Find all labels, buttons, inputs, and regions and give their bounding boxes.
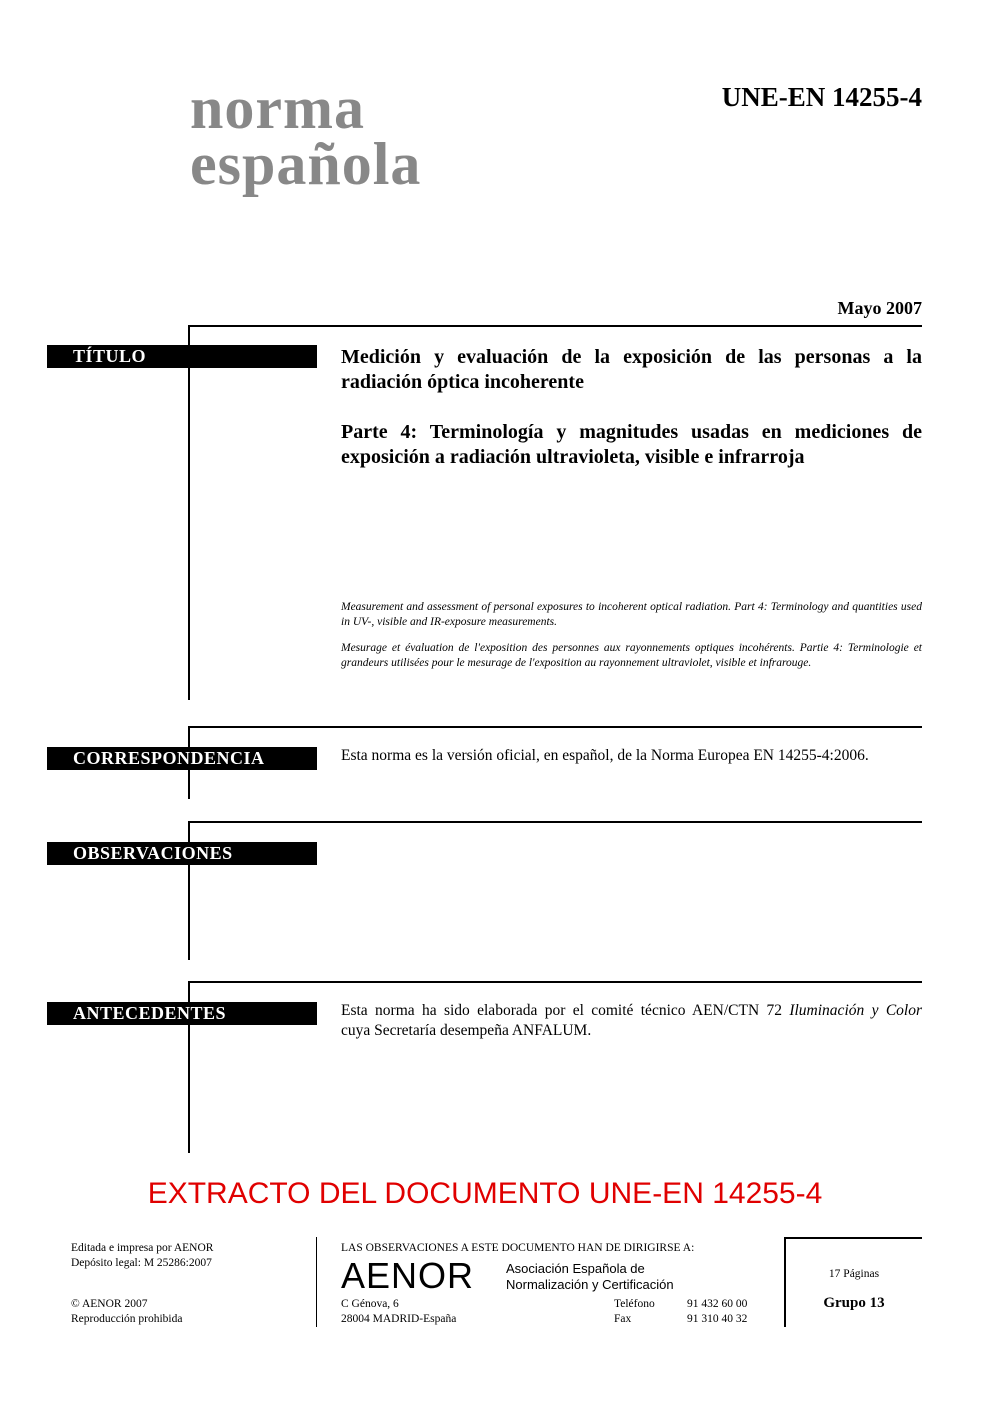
antecedentes-line-1 — [341, 1001, 922, 1021]
brand-title — [190, 75, 422, 197]
footer-pages: 17 Páginas — [828, 1268, 880, 1280]
footer-grupo: Grupo 13 — [823, 1295, 885, 1311]
french-title: Mesurage et évaluation de l'exposition des personnes aux rayonnements optiques incohérents. Partie 4: Terminologie et grandeurs utilisées pour le mesurage de l'exposition au rayonnement ultraviolet, visible et infrarouge. — [341, 642, 922, 669]
aenor-org-name-2: Normalización y Certificación — [506, 1277, 674, 1292]
antecedentes-text-end: cuya Secretaría desempeña ANFALUM. — [341, 1022, 592, 1039]
footer-divider-left — [316, 1237, 317, 1327]
footer-telefono-label: Teléfono — [614, 1298, 655, 1310]
footer-telefono-value: 91 432 60 00 — [687, 1298, 748, 1310]
observaciones-top-rule — [188, 821, 922, 823]
footer-box-top-rule — [784, 1237, 922, 1239]
observaciones-label: OBSERVACIONES — [47, 842, 317, 865]
footer-phone-labels — [614, 1297, 655, 1327]
antecedentes-text-start: Esta norma ha sido elaborada por el comité técnico AEN/CTN 72 — [341, 1002, 790, 1019]
footer-box-side-rule — [784, 1237, 786, 1327]
footer-fax-value: 91 310 40 32 — [687, 1313, 748, 1325]
footer-edited: Editada e impresa por AENOR — [71, 1242, 214, 1254]
aenor-org-name-1: Asociación Española de — [506, 1261, 645, 1276]
footer-deposito: Depósito legal: M 25286:2007 — [71, 1257, 212, 1269]
antecedentes-text — [341, 1001, 922, 1041]
correspondencia-label: CORRESPONDENCIA — [47, 747, 317, 770]
standard-code: UNE-EN 14255-4 — [721, 82, 922, 112]
footer-phone-values — [687, 1297, 747, 1327]
footer-address — [341, 1297, 456, 1327]
aenor-org-name — [506, 1261, 674, 1293]
correspondencia-text: Esta norma es la versión oficial, en español, de la Norma Europea EN 14255-4:2006. — [341, 747, 869, 764]
brand-line-1: norma — [190, 75, 365, 141]
extract-notice: EXTRACTO DEL DOCUMENTO UNE-EN 14255-4 — [147, 1177, 823, 1210]
antecedentes-committee-name: Iluminación y Color — [789, 1002, 922, 1019]
footer-reproduccion: Reproducción prohibida — [71, 1313, 183, 1325]
brand-line-2: española — [190, 131, 422, 197]
footer-copyright: © AENOR 2007 — [71, 1298, 148, 1310]
antecedentes-top-rule — [188, 981, 922, 983]
footer-contact-heading: LAS OBSERVACIONES A ESTE DOCUMENTO HAN DE DIRIGIRSE A: — [341, 1242, 695, 1254]
publication-date: Mayo 2007 — [837, 298, 922, 318]
footer-rights — [71, 1297, 182, 1327]
spanish-title — [341, 345, 922, 495]
translated-titles — [341, 600, 922, 682]
antecedentes-label: ANTECEDENTES — [47, 1002, 317, 1025]
aenor-logo: AENOR — [341, 1255, 475, 1296]
correspondencia-top-rule — [188, 726, 922, 728]
footer-publisher — [71, 1241, 213, 1271]
titulo-label: TÍTULO — [47, 345, 317, 368]
footer-fax-label: Fax — [614, 1313, 632, 1325]
spanish-title-part: Parte 4: Terminología y magnitudes usadas en mediciones de exposición a radiación ultravioleta, visible e infrarroja — [341, 421, 922, 468]
footer-address-2: 28004 MADRID-España — [341, 1313, 457, 1325]
english-title: Measurement and assessment of personal exposures to incoherent optical radiation. Part 4: Terminology and quantities used in UV-, visible and IR-exposure measurements. — [341, 601, 922, 628]
titulo-side-rule — [188, 325, 190, 700]
spanish-title-main: Medición y evaluación de la exposición de las personas a la radiación óptica incoherente — [341, 346, 922, 393]
titulo-top-rule — [188, 325, 922, 327]
footer-address-1: C Génova, 6 — [341, 1298, 399, 1310]
